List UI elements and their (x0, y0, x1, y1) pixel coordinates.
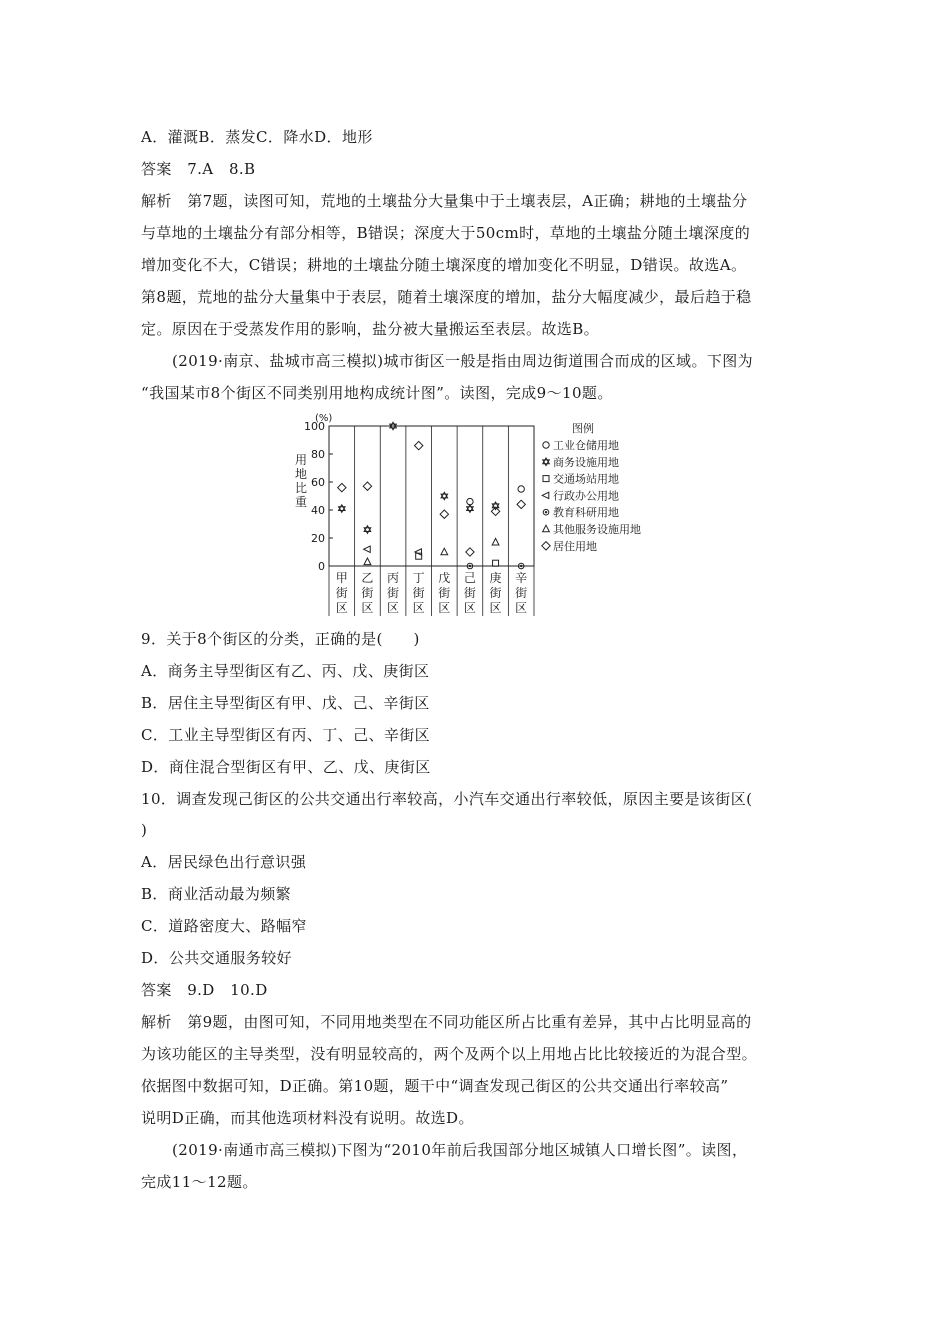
data-point-star (441, 492, 448, 500)
legend-label: 交通场站用地 (553, 472, 619, 486)
passage-intro: “我国某市8个街区不同类别用地构成统计图”。读图，完成9～10题。 (141, 384, 613, 402)
analysis-line: 说明D正确，而其他选项材料没有说明。故选D。 (141, 1109, 474, 1127)
analysis-line: 解析 第9题，由图可知，不同用地类型在不同功能区所占比重有差异，其中占比明显高的 (141, 1013, 752, 1031)
y-tick-label: 100 (304, 420, 325, 433)
category-label-char: 区 (515, 601, 528, 615)
legend-label: 工业仓储用地 (553, 439, 619, 452)
data-point-square (493, 560, 499, 566)
data-point-diamond (440, 510, 448, 518)
legend-marker (543, 458, 550, 466)
legend-marker (542, 542, 550, 550)
category-label-char: 区 (463, 601, 476, 615)
answer-q7-q8: 答案 7.A 8.B (141, 160, 256, 178)
chart-legend (542, 421, 641, 553)
analysis-line: 增加变化不大，C错误；耕地的土壤盐分随土壤深度的增加变化不明显，D错误。故选A。 (141, 256, 747, 274)
y-tick-label: 20 (311, 532, 325, 545)
category-label-char: 辛 (515, 571, 528, 585)
data-point-star (492, 502, 499, 510)
legend-marker (542, 492, 549, 498)
category-label-char: 街 (335, 586, 348, 600)
data-point-diamond (517, 500, 525, 508)
option-c: C．工业主导型街区有丙、丁、己、辛街区 (141, 726, 431, 744)
category-label-char: 区 (387, 601, 400, 615)
category-label-char: 街 (463, 586, 476, 600)
legend-label: 行政办公用地 (553, 489, 619, 503)
category-label-char: 甲 (335, 571, 348, 585)
category-label-char: 区 (361, 601, 374, 615)
legend-label: 居住用地 (553, 539, 597, 553)
legend-marker (543, 476, 549, 482)
dot-core (520, 565, 522, 567)
analysis-line: 解析 第7题，读图可知，荒地的土壤盐分大量集中于土壤表层，A正确；耕地的土壤盐分 (141, 192, 748, 210)
legend-marker (543, 525, 550, 532)
option-b: B．商业活动最为频繁 (141, 885, 292, 903)
legend-title: 图例 (572, 422, 594, 435)
option-d: D．商住混合型街区有甲、乙、戊、庚街区 (141, 758, 431, 776)
category-label-char: 街 (412, 586, 425, 600)
legend-marker (543, 509, 549, 515)
analysis-line: 为该功能区的主导类型，没有明显较高的，两个及两个以上用地占比比较接近的为混合型。 (141, 1045, 758, 1063)
question-10-end: ) (141, 821, 148, 839)
data-point-triangle-up (492, 538, 499, 545)
dot-core (469, 565, 471, 567)
data-point-diamond (414, 441, 422, 449)
option-a: A．居民绿色出行意识强 (141, 853, 307, 871)
option-c: C．道路密度大、路幅窄 (141, 917, 307, 935)
category-label-char: 街 (361, 586, 374, 600)
y-tick-label: 0 (318, 560, 325, 573)
category-label-char: 区 (438, 601, 451, 615)
passage-intro: (2019·南通市高三模拟)下图为“2010年前后我国部分地区城镇人口增长图”。读图， (172, 1141, 748, 1159)
category-label-char: 街 (438, 586, 451, 600)
question-10: 10．调查发现己街区的公共交通出行率较高，小汽车交通出行率较低，原因主要是该街区( (141, 790, 753, 808)
option-a: A．商务主导型街区有乙、丙、戊、庚街区 (141, 662, 430, 680)
legend-label: 其他服务设施用地 (553, 523, 641, 536)
data-point-diamond (466, 548, 474, 556)
category-label-char: 丁 (412, 571, 425, 585)
y-tick-label: 40 (311, 504, 325, 517)
category-label-char: 庚 (489, 571, 502, 585)
y-tick-label: 60 (311, 476, 325, 489)
data-point-triangle-up (364, 558, 371, 565)
chart-axes (295, 413, 534, 616)
data-point-diamond (338, 483, 346, 491)
passage-intro: (2019·南京、盐城市高三模拟)城市街区一般是指由周边街道围合而成的区域。下图为 (172, 352, 754, 370)
data-point-circle (518, 486, 524, 492)
land-use-chart (284, 408, 664, 620)
data-point-star (339, 505, 346, 513)
category-label-char: 街 (489, 586, 502, 600)
y-axis-label-char: 用 (294, 453, 308, 467)
options-q7-q8: A．灌溉B．蒸发C．降水D．地形 (141, 128, 373, 146)
category-label-char: 己 (463, 571, 476, 585)
analysis-line: 定。原因在于受蒸发作用的影响，盐分被大量搬运至表层。故选B。 (141, 320, 600, 338)
data-point-diamond (491, 507, 499, 515)
analysis-line: 依据图中数据可知，D正确。第10题，题干中“调查发现己街区的公共交通出行率较高” (141, 1077, 729, 1095)
data-point-diamond (363, 482, 371, 490)
y-axis-label-char: 重 (294, 495, 308, 509)
y-axis-label-char: 地 (294, 467, 308, 481)
passage-intro: 完成11～12题。 (141, 1173, 258, 1191)
legend-label: 商务设施用地 (553, 455, 619, 469)
data-point-triangle-left (364, 546, 371, 552)
category-label-char: 区 (335, 601, 348, 615)
analysis-line: 与草地的土壤盐分有部分相等，B错误；深度大于50cm时，草地的土壤盐分随土壤深度的 (141, 224, 751, 242)
category-label-char: 区 (412, 601, 425, 615)
option-d: D．公共交通服务较好 (141, 949, 293, 967)
data-point-triangle-up (441, 548, 448, 555)
y-tick-label: 80 (311, 448, 325, 461)
data-point-star (467, 505, 474, 513)
category-label-char: 街 (515, 586, 528, 600)
y-unit-label: (%) (315, 413, 333, 424)
category-label-char: 戊 (438, 571, 451, 585)
dot-core (545, 511, 547, 513)
category-label-char: 区 (489, 601, 502, 615)
option-b: B．居住主导型街区有甲、戊、己、辛街区 (141, 694, 430, 712)
data-point-star (364, 526, 371, 534)
answer-q9-q10: 答案 9.D 10.D (141, 981, 268, 999)
category-label-char: 街 (387, 586, 400, 600)
category-label-char: 丙 (387, 571, 400, 585)
question-9: 9．关于8个街区的分类，正确的是( ) (141, 630, 420, 648)
legend-label: 教育科研用地 (553, 506, 619, 520)
analysis-line: 第8题，荒地的盐分大量集中于表层，随着土壤深度的增加，盐分大幅度减少，最后趋于稳 (141, 288, 752, 306)
category-label-char: 乙 (361, 571, 374, 585)
legend-marker (543, 442, 549, 448)
y-axis-label-char: 比 (294, 481, 308, 495)
